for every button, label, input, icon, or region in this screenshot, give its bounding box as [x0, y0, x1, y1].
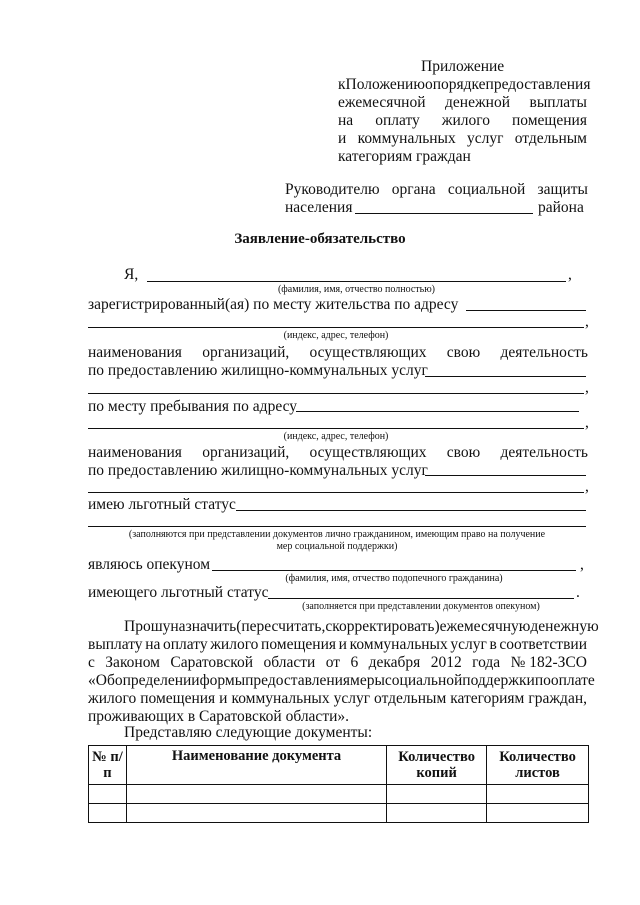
ward-hint: (фамилия, имя, отчество подопечного гражданина) [285, 573, 503, 584]
organizations2-field-line-1[interactable] [425, 475, 586, 476]
ya-label: Я, [124, 266, 139, 283]
comma: , [580, 556, 584, 573]
addressee-line-1: Руководителю органа социальной защиты [285, 181, 588, 198]
registered-address-line-2[interactable] [88, 327, 584, 328]
request-line-5: жилого помещения и коммунальных услуг отдельным категориям граждан, [88, 690, 587, 707]
header-number: № п/п [89, 746, 127, 785]
documents-table [88, 745, 589, 823]
comma: , [585, 313, 589, 330]
table-cell[interactable] [487, 804, 589, 823]
benefit-label: имею льготный статус [88, 496, 236, 513]
ward-benefit-field-line[interactable] [268, 598, 574, 599]
benefit-field-line-2[interactable] [88, 526, 586, 527]
fio-field-line[interactable] [147, 281, 566, 282]
table-cell[interactable] [487, 785, 589, 804]
registered-label: зарегистрированный(ая) по месту жительства по адресу [88, 296, 459, 313]
table-row [89, 785, 589, 804]
address-hint-2: (индекс, адрес, телефон) [283, 431, 389, 442]
header-document-name: Наименование документа [126, 746, 386, 785]
organizations-line-1: наименования организаций, осуществляющих свою деятельность [88, 344, 588, 361]
header-copies: Количество копий [387, 746, 487, 785]
header-sheets: Количество листов [487, 746, 589, 785]
addressee-district: района [538, 199, 584, 216]
request-line-3: с Законом Саратовской области от 6 декабря 2012 года № 182-ЗСО [88, 654, 587, 671]
benefit-field-line-1[interactable] [236, 510, 586, 511]
table-row [89, 804, 589, 823]
stay-address-line-2[interactable] [88, 428, 584, 429]
organizations-line-2: по предоставлению жилищно-коммунальных услуг [88, 362, 428, 379]
table-header-row [89, 746, 589, 785]
comma: , [568, 266, 572, 283]
comma: , [585, 478, 589, 495]
guardian-hint: (заполняется при представлении документов опекуном) [302, 601, 540, 612]
request-line-2: выплату на оплату жилого помещения и коммунальных услуг в соответствии [88, 636, 587, 653]
appendix-line-5: категориям граждан [338, 148, 471, 165]
comma: , [585, 414, 589, 431]
registered-address-line-1[interactable] [466, 310, 586, 311]
appendix-line-2: ежемесячной денежной выплаты [338, 94, 587, 111]
period: . [576, 584, 580, 601]
ward-benefit-label: имеющего льготный статус [88, 584, 269, 601]
district-field-line[interactable] [355, 213, 533, 214]
comma: , [585, 379, 589, 396]
table-cell[interactable] [89, 804, 127, 823]
appendix-line-4: и коммунальных услуг отдельным [338, 130, 587, 147]
table-cell[interactable] [126, 785, 386, 804]
guardian-label: являюсь опекуном [88, 556, 211, 573]
table-cell[interactable] [89, 785, 127, 804]
addressee-population: населения [285, 199, 353, 216]
request-line-4: «Об определении формы предоставления меры социальной поддержки по оплате [88, 672, 595, 689]
organizations2-line-2: по предоставлению жилищно-коммунальных услуг [88, 462, 428, 479]
appendix-title: Приложение [421, 58, 505, 75]
request-line-6: проживающих в Саратовской области». [88, 708, 350, 725]
personal-hint-1: (заполняются при представлении документов лично гражданином, имеющим право на получение [128, 529, 546, 540]
appendix-line-1: к Положению о порядке предоставления [338, 76, 591, 93]
address-hint-1: (индекс, адрес, телефон) [283, 330, 389, 341]
table-cell[interactable] [387, 785, 487, 804]
document-title: Заявление-обязательство [234, 231, 406, 247]
organizations-field-line-2[interactable] [88, 393, 584, 394]
documents-intro: Представляю следующие документы: [124, 724, 373, 741]
fio-hint: (фамилия, имя, отчество полностью) [277, 284, 436, 295]
organizations2-line-1: наименования организаций, осуществляющих свою деятельность [88, 444, 588, 461]
personal-hint-2: мер социальной поддержки) [276, 541, 398, 552]
ward-fio-field-line[interactable] [212, 570, 576, 571]
stay-address-line-1[interactable] [296, 411, 579, 412]
organizations2-field-line-2[interactable] [88, 492, 584, 493]
organizations-field-line-1[interactable] [425, 376, 586, 377]
table-cell[interactable] [387, 804, 487, 823]
table-cell[interactable] [126, 804, 386, 823]
appendix-line-3: на оплату жилого помещения [338, 112, 587, 129]
request-line-1: Прошу назначить (пересчитать, скорректировать) ежемесячную денежную [124, 618, 599, 635]
stay-label: по месту пребывания по адресу [88, 398, 298, 415]
